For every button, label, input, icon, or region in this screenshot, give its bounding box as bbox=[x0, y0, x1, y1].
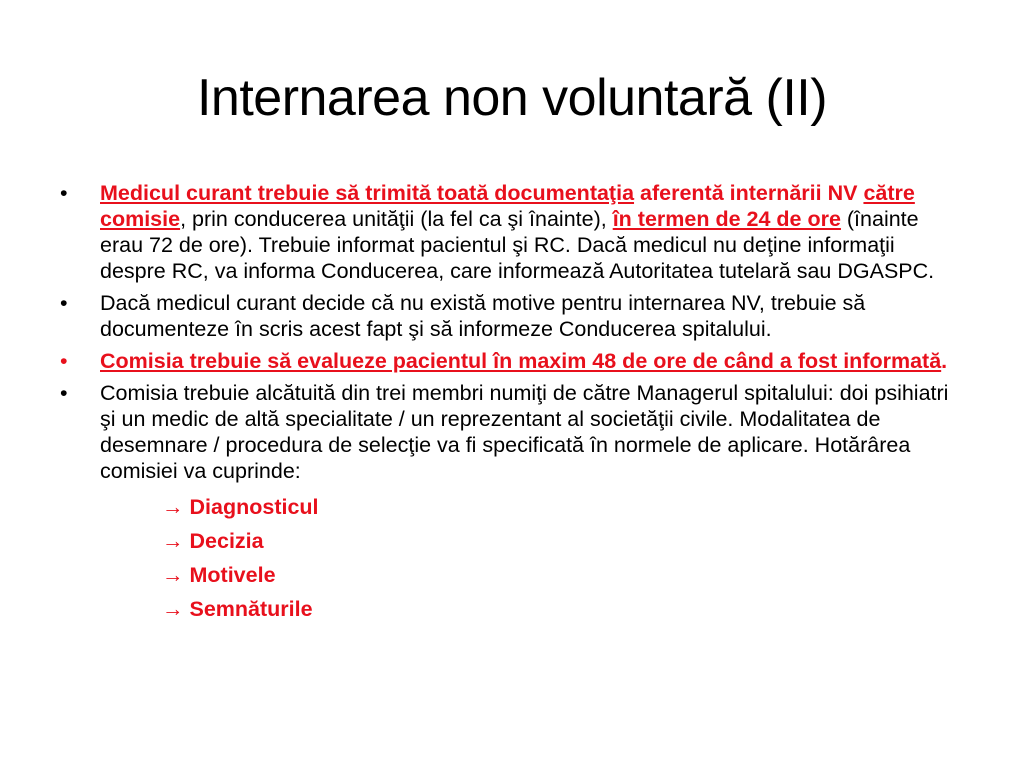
slide-title: Internarea non voluntară (II) bbox=[196, 69, 828, 127]
subitem-decision bbox=[60, 524, 960, 558]
bullet-1-emphasis-deadline: în termen de 24 de ore bbox=[612, 207, 841, 231]
arrow-right-icon: → bbox=[162, 597, 184, 621]
decision-contents-list bbox=[60, 490, 960, 626]
slide-content bbox=[60, 180, 960, 626]
bullet-dot-icon: • bbox=[60, 291, 68, 315]
subitem-label: Decizia bbox=[189, 529, 264, 553]
bullet-dot-icon: • bbox=[60, 381, 68, 405]
arrow-right-icon: → bbox=[162, 495, 184, 519]
bullet-dot-icon: • bbox=[60, 181, 68, 205]
bullet-2-text: Dacă medicul curant decide că nu există motive pentru internarea NV, trebuie să documenteze în scris acest fapt şi să informeze Conducerea spitalului. bbox=[100, 291, 866, 341]
subitem-signatures bbox=[60, 592, 960, 626]
subitem-diagnosis bbox=[60, 490, 960, 524]
bullet-item-1 bbox=[60, 180, 960, 284]
bullet-item-4 bbox=[60, 380, 960, 484]
bullet-3-period: . bbox=[941, 349, 948, 373]
arrow-right-icon: → bbox=[162, 563, 184, 587]
bullet-1-text-management: , prin conducerea unităţii (la fel ca şi înainte), bbox=[180, 207, 613, 231]
subitem-label: Diagnosticul bbox=[189, 495, 319, 519]
arrow-right-icon: → bbox=[162, 529, 184, 553]
bullet-4-text: Comisia trebuie alcătuită din trei membri numiţi de către Managerul spitalului: doi psihiatri şi un medic de altă specialitate / un reprezentant al societăţii civile. Modalitatea de desemnare / procedura de selecţie va fi specificată în normele de aplicare. Hotărârea comisiei va cuprinde: bbox=[100, 381, 949, 483]
bullet-1-emphasis-internment: aferentă internării NV bbox=[634, 181, 864, 205]
subitem-reasons bbox=[60, 558, 960, 592]
bullet-3-emphasis-evaluation: Comisia trebuie să evalueze pacientul în maxim 48 de ore de când a fost informată bbox=[100, 349, 942, 373]
bullet-item-2 bbox=[60, 290, 960, 342]
bullet-1-text-rest: (înainte erau 72 de ore). Trebuie informat pacientul şi RC. Dacă medicul nu deţine informaţii despre RC, va informa Conducerea, care informează Autoritatea tutelară sau DGASPC. bbox=[100, 207, 935, 283]
subitem-label: Motivele bbox=[189, 563, 276, 587]
bullet-dot-icon: • bbox=[60, 349, 68, 373]
bullet-1-emphasis-commission: către comisie bbox=[100, 181, 915, 231]
subitem-label: Semnăturile bbox=[189, 597, 313, 621]
bullet-list bbox=[60, 180, 960, 484]
bullet-item-3 bbox=[60, 348, 960, 374]
bullet-1-emphasis-documentation: Medicul curant trebuie să trimită toată documentaţia bbox=[100, 181, 635, 205]
